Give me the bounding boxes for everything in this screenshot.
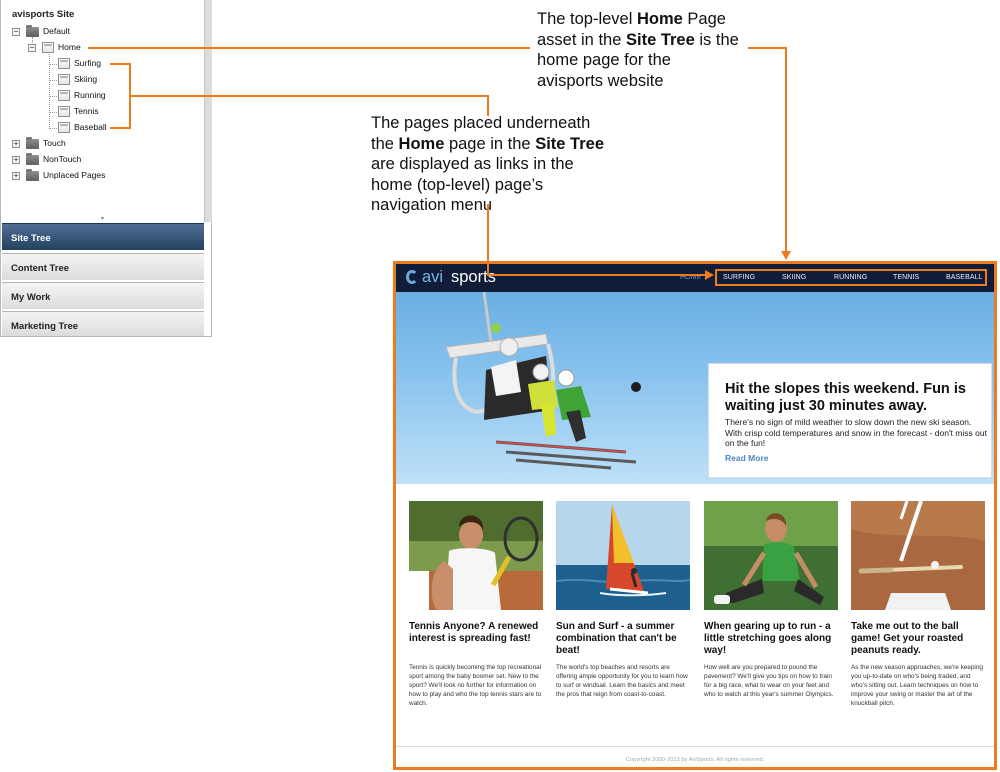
callout-text: The top-level <box>537 10 637 28</box>
folder-icon <box>26 171 39 181</box>
article-title[interactable]: Sun and Surf - a summer combination that can't be beat! <box>556 621 677 656</box>
tree-node-label: Surfing <box>74 58 101 68</box>
article-title[interactable]: Tennis Anyone? A renewed interest is spreading fast! <box>409 621 539 644</box>
tree-node-skiing[interactable] <box>58 73 138 87</box>
accordion-my-work[interactable]: My Work <box>2 282 204 309</box>
tree-node-label: Baseball <box>74 122 107 132</box>
callout-line <box>537 9 777 30</box>
callout-line <box>371 134 631 155</box>
article-title[interactable]: Take me out to the ball game! Get your roasted peanuts ready. <box>851 621 964 656</box>
expand-icon[interactable]: + <box>13 171 19 180</box>
callout-line: are displayed as links in the <box>371 155 574 173</box>
tree-node-label: Running <box>74 90 106 100</box>
tree-node-label: Home <box>58 42 81 52</box>
article-card-surfing[interactable] <box>556 501 690 698</box>
accordion-site-tree[interactable]: Site Tree <box>2 223 204 250</box>
panel-splitter[interactable]: ▾ <box>100 216 104 222</box>
nav-link-skiing[interactable]: SKIING <box>782 274 807 281</box>
nav-link-baseball[interactable]: BASEBALL <box>946 274 983 281</box>
callout-line: The pages placed underneath <box>371 114 591 132</box>
article-card-tennis[interactable] <box>409 501 543 707</box>
callout-line: home (top-level) page’s <box>371 175 544 194</box>
tree-node-running[interactable] <box>58 89 138 103</box>
website-preview <box>393 261 997 770</box>
folder-icon <box>26 155 39 165</box>
tree-node-surfing[interactable] <box>58 57 138 71</box>
tree-node-unplaced-pages[interactable] <box>12 169 142 183</box>
tree-node-touch[interactable] <box>12 137 132 151</box>
callout-text: the <box>371 134 399 153</box>
collapse-icon[interactable]: − <box>29 43 35 52</box>
tree-node-label: Tennis <box>74 106 99 116</box>
hero-banner <box>396 292 994 484</box>
page-icon <box>58 58 70 69</box>
hero-text: There's no sign of mild weather to slow down the new ski season. With crisp cold temperatures and snow in the forecast - don't miss out on the fun! <box>725 417 987 448</box>
callout-text: asset in the <box>537 30 626 49</box>
callout-line: navigation menu <box>371 196 493 214</box>
tree-guide <box>49 96 57 97</box>
tree-guide <box>49 128 57 129</box>
callout-text: Page <box>682 10 726 28</box>
callout-emphasis: Home <box>636 10 683 28</box>
logo-text-avi: avi <box>422 268 444 286</box>
arrowhead-icon <box>781 251 791 260</box>
callout-emphasis: Home <box>398 134 445 153</box>
site-navbar <box>396 264 994 292</box>
article-text: As the new season approaches, we're keeping you up-to-date on who's being traded, and who's sitting out. Learn techniques on how to improve your swing or master the art of the knuckball pitch. <box>851 664 983 707</box>
tree-guide <box>49 112 57 113</box>
page-icon <box>58 90 70 101</box>
expand-icon[interactable]: + <box>13 139 19 148</box>
page-icon <box>42 42 54 53</box>
article-text: The world's top beaches and resorts are offering ample opportunity for you to learn how to surf or windsail. Learn the basics and meet the pros that reign from coast-to-coast. <box>556 664 688 698</box>
folder-icon <box>26 139 39 149</box>
article-card-baseball[interactable] <box>851 501 985 707</box>
page-icon <box>58 106 70 117</box>
tennis-player-image <box>409 501 543 610</box>
hero-title: Hit the slopes this weekend. Fun is waiting just 30 minutes away. <box>725 381 966 414</box>
tree-node-label: Touch <box>43 138 66 148</box>
nav-link-home[interactable]: HOME <box>680 274 702 281</box>
tree-node-default[interactable] <box>12 25 132 39</box>
callout-line: home page for the <box>537 51 671 69</box>
tree-node-label: Unplaced Pages <box>43 170 106 180</box>
article-card-running[interactable] <box>704 501 838 698</box>
tree-node-home[interactable] <box>28 41 128 55</box>
skiers-chairlift-image <box>396 292 696 484</box>
tree-node-label: NonTouch <box>43 154 82 164</box>
nav-highlight-box <box>715 269 987 286</box>
tree-area <box>1 0 204 222</box>
nav-link-tennis[interactable]: TENNIS <box>893 274 920 281</box>
expand-icon[interactable]: + <box>13 155 19 164</box>
callout-line <box>537 30 777 51</box>
callout-home-page <box>537 9 777 91</box>
page-icon <box>58 74 70 85</box>
accordion-content-tree[interactable]: Content Tree <box>2 253 204 280</box>
hero-promo-box <box>708 363 992 478</box>
tree-node-label: Default <box>43 26 70 36</box>
article-title[interactable]: When gearing up to run - a little stretching goes along way! <box>704 621 832 656</box>
tree-node-tennis[interactable] <box>58 105 138 119</box>
footer-divider <box>396 746 994 747</box>
footer-copyright: Copyright 2000-2013 by AviSports. All rights reserved. <box>625 757 765 763</box>
collapse-icon[interactable]: − <box>13 27 19 36</box>
tree-node-baseball[interactable] <box>58 121 138 135</box>
scrollbar[interactable] <box>204 0 212 222</box>
tree-node-nontouch[interactable] <box>12 153 132 167</box>
folder-icon <box>26 27 39 37</box>
windsurfer-image <box>556 501 690 610</box>
callout-line: avisports website <box>537 71 664 90</box>
baseball-bat-image <box>851 501 985 610</box>
callout-emphasis: Site Tree <box>535 134 604 153</box>
nav-link-running[interactable]: RUNNING <box>834 274 868 281</box>
nav-link-surfing[interactable]: SURFING <box>723 274 756 281</box>
article-text: How well are you prepared to pound the pavement? We'll give you tips on how to train for a big race, what to wear on your feet and who to watch at this year's summer Olympics. <box>704 664 834 698</box>
article-text: Tennis is quickly becoming the top recreational sport among the baby boomer set. New to the sport? We'll look no further for information on how to play and who the top tennis stars are to watch. <box>409 664 542 707</box>
swoosh-logo-icon <box>406 270 418 284</box>
tree-title: avisports Site <box>12 9 75 20</box>
callout-text: page in the <box>444 134 536 153</box>
tree-guide <box>49 80 57 81</box>
accordion-marketing-tree[interactable]: Marketing Tree <box>2 311 204 336</box>
callout-text: is the <box>694 30 739 49</box>
read-more-link[interactable]: Read More <box>725 453 769 463</box>
callout-emphasis: Site Tree <box>625 30 695 49</box>
tree-guide <box>49 64 57 65</box>
page-icon <box>58 122 70 133</box>
runner-stretching-image <box>704 501 838 610</box>
site-tree-panel <box>0 0 212 337</box>
tree-node-label: Skiing <box>74 74 98 84</box>
callout-navigation-menu <box>371 113 631 216</box>
logo-text-sports: sports <box>451 268 496 286</box>
